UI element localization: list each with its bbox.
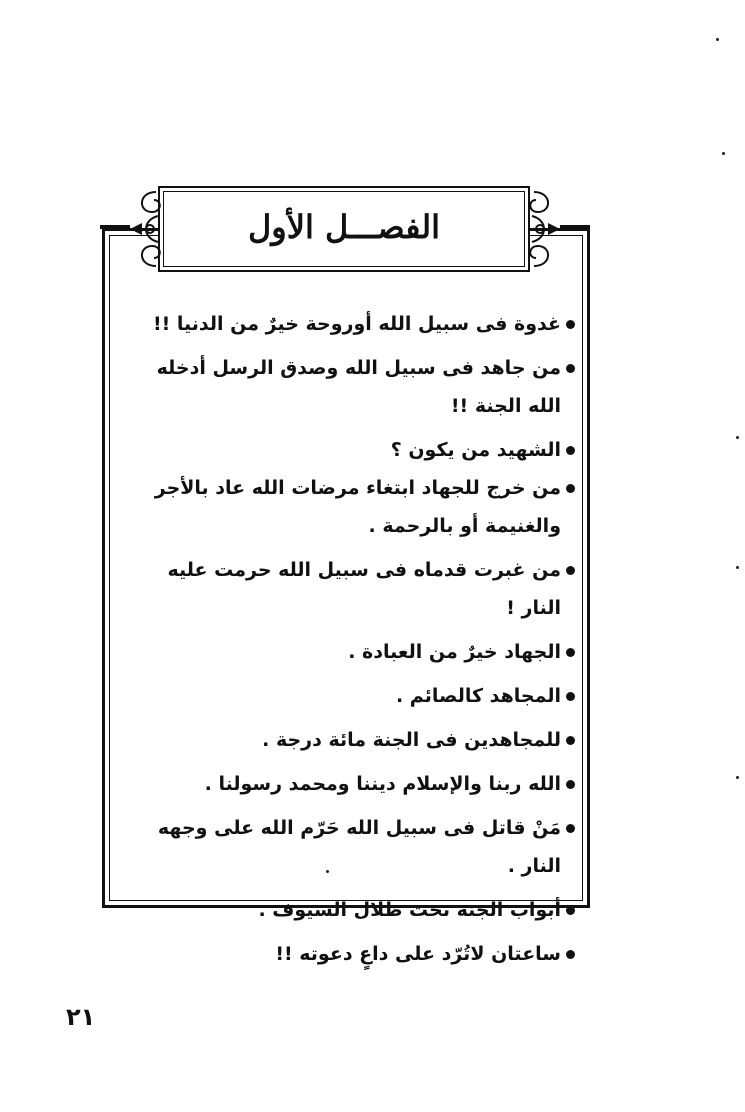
list-item: أبواب الجنة تحت ظلال السيوف . <box>135 891 575 929</box>
sayings-list <box>135 305 575 979</box>
frame-connector-left <box>100 225 130 229</box>
print-speck <box>716 38 719 41</box>
list-item: من غبرت قدماه فى سبيل الله حرمت عليه النار ! <box>135 551 575 627</box>
list-item: من جاهد فى سبيل الله وصدق الرسل أدخله الله الجنة !! <box>135 349 575 425</box>
scroll-ornament-icon <box>128 186 168 272</box>
page-number: ٢١ <box>66 1003 96 1031</box>
list-item: الله ربنا والإسلام ديننا ومحمد رسولنا . <box>135 765 575 803</box>
list-item: مَنْ قاتل فى سبيل الله حَرّم الله على وجهه النار . <box>135 809 575 885</box>
print-speck <box>736 566 739 569</box>
scroll-ornament-icon <box>522 186 562 272</box>
chapter-title-plaque <box>158 186 530 272</box>
print-speck <box>736 776 739 779</box>
list-item: الجهاد خيرٌ من العبادة . <box>135 633 575 671</box>
print-speck <box>736 436 739 439</box>
list-item: المجاهد كالصائم . <box>135 677 575 715</box>
frame-connector-right <box>560 225 590 229</box>
list-item: ساعتان لاتُرّد على داعٍ دعوته !! <box>135 935 575 973</box>
print-speck <box>722 152 725 155</box>
list-item: للمجاهدين فى الجنة مائة درجة . <box>135 721 575 759</box>
list-item: من خرج للجهاد ابتغاء مرضات الله عاد بالأجر والغنيمة أو بالرحمة . <box>135 469 575 545</box>
list-item: غدوة فى سبيل الله أوروحة خيرٌ من الدنيا !! <box>135 305 575 343</box>
list-item: الشهيد من يكون ؟ <box>135 431 575 469</box>
chapter-title: الفصـــل الأول <box>248 208 440 246</box>
